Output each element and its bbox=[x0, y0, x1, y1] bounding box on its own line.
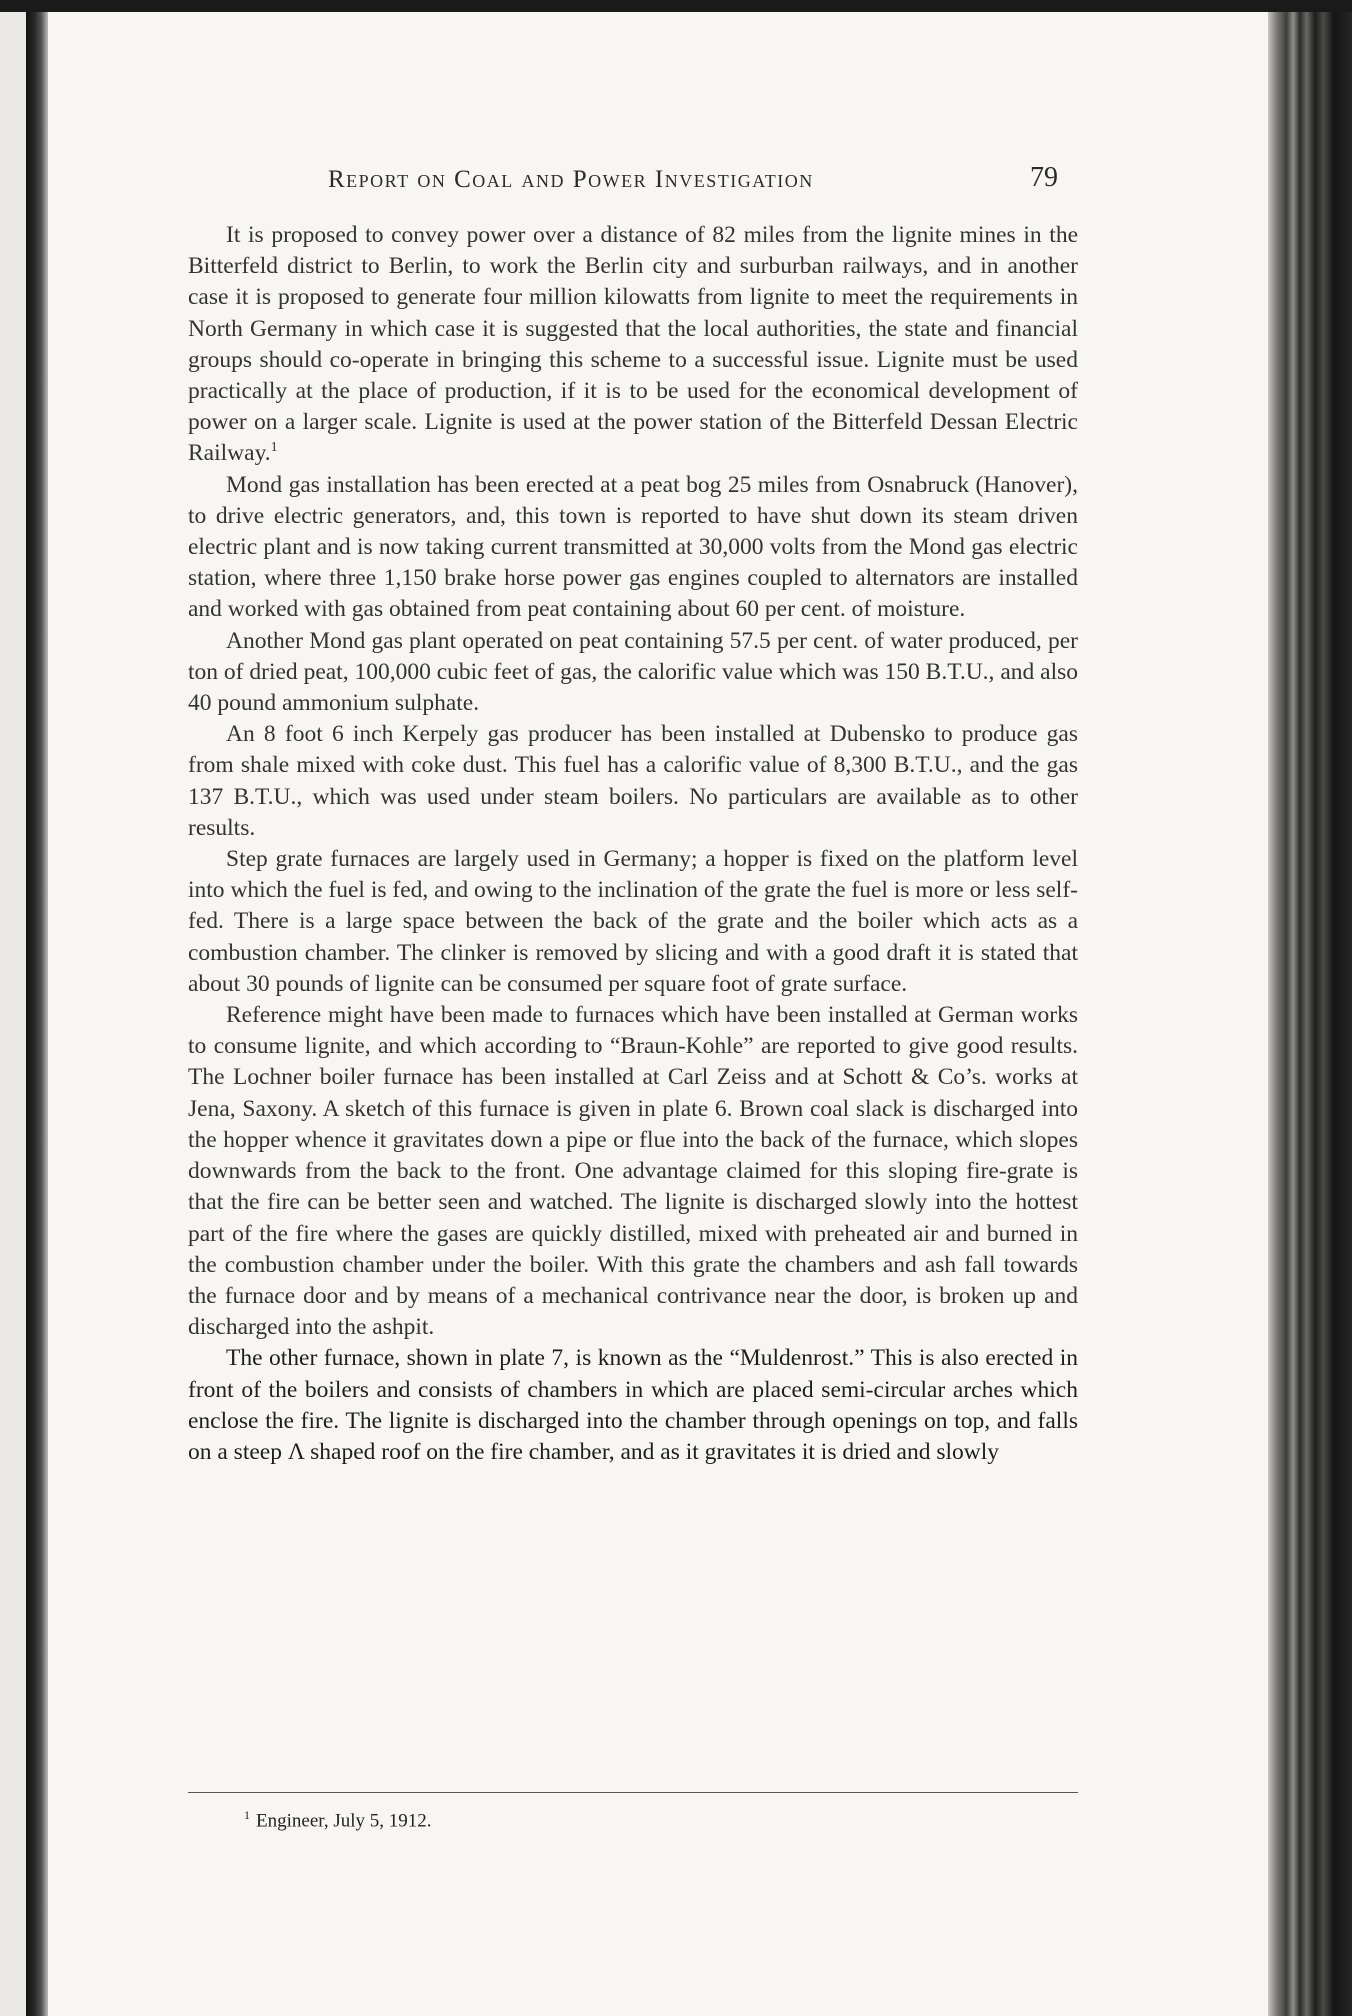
running-header bbox=[48, 162, 1268, 206]
top-page-edge bbox=[0, 0, 1352, 12]
right-book-edge bbox=[1268, 12, 1352, 2016]
left-binding-shadow bbox=[26, 12, 48, 2016]
paragraph-lignite-power bbox=[188, 220, 1078, 470]
left-margin bbox=[0, 12, 26, 2016]
running-header-title: Report on Coal and Power Investigation bbox=[328, 166, 814, 193]
footnote-reference: 1 bbox=[270, 440, 278, 456]
paragraph-muldenrost: The other furnace, shown in plate 7, is known as the “Muldenrost.” This is also erected in front of the boilers and consists of chambers in which are placed semi-circular arches which enclose the fire. The lignite is discharged into the chamber through openings on top, and falls on a steep Λ shaped roof on the fire chamber, and as it gravitates it is dried and slowly bbox=[188, 1345, 1078, 1465]
footnote-marker: 1 bbox=[244, 1808, 250, 1822]
footnote bbox=[244, 1808, 432, 1832]
footnote-divider bbox=[188, 1792, 1078, 1793]
paragraph-text: It is proposed to convey power over a distance of 82 miles from the lignite mines in the Bitterfeld district to Berlin, to work the Berlin city and surburban railways, and in another case it is proposed to generate four million kilowatts from lignite to meet the requirements in North Germany in which case it is suggested that the local authorities, the state and financial groups should co-operate in bringing this scheme to a successful issue. Lignite must be used practically at the place of production, if it is to be used for the economical development of power on a larger scale. Lignite is used at the power station of the Bitterfeld Dessan Electric Railway. bbox=[188, 222, 1078, 467]
body-text bbox=[188, 220, 1078, 1468]
paragraph-another-mond-plant: Another Mond gas plant operated on peat containing 57.5 per cent. of water produced, per ton of dried peat, 100,000 cubic feet of gas, the calorific value which was 150 B.T.U., and also 40 pound ammonium sulphate. bbox=[188, 627, 1078, 717]
footnote-text: Engineer, July 5, 1912. bbox=[256, 1810, 432, 1832]
paragraph-lochner-furnace: Reference might have been made to furnaces which have been installed at German works to consume lignite, and which according to “Braun-Kohle” are reported to give good results. The Lochner boiler furnace has been installed at Carl Zeiss and at Schott & Co’s. works at Jena, Saxony. A sketch of this furnace is given in plate 6. Brown coal slack is discharged into the hopper whence it gravitates down a pipe or flue into the back of the furnace, which slopes downwards from the back to the front. One advantage claimed for this sloping fire-grate is that the fire can be better seen and watched. The lignite is discharged slowly into the hottest part of the fire where the gases are quickly distilled, mixed with preheated air and burned in the combustion chamber under the boiler. With this grate the chambers and ash fall towards the furnace door and by means of a mechanical contrivance near the door, is broken up and discharged into the ashpit. bbox=[188, 1002, 1078, 1341]
page-number: 79 bbox=[1030, 162, 1058, 193]
paragraph-step-grate-furnaces: Step grate furnaces are largely used in Germany; a hopper is fixed on the platform level into which the fuel is fed, and owing to the inclination of the grate the fuel is more or less self-fed. There is a large space between the back of the grate and the boiler which acts as a combustion chamber. The clinker is removed by slicing and with a good draft it is stated that about 30 pounds of lignite can be consumed per square foot of grate surface. bbox=[188, 846, 1078, 997]
paragraph-kerpely-producer: An 8 foot 6 inch Kerpely gas producer has been installed at Dubensko to produce gas from shale mixed with coke dust. This fuel has a calorific value of 8,300 B.T.U., and the gas 137 B.T.U., which was used under steam boilers. No particulars are available as to other results. bbox=[188, 721, 1078, 841]
paragraph-mond-gas-installation: Mond gas installation has been erected at a peat bog 25 miles from Osnabruck (Hanover), to drive electric generators, and, this town is reported to have shut down its steam driven electric plant and is now taking current transmitted at 30,000 volts from the Mond gas electric station, where three 1,150 brake horse power gas engines coupled to alternators are installed and worked with gas obtained from peat containing about 60 per cent. of moisture. bbox=[188, 471, 1078, 623]
